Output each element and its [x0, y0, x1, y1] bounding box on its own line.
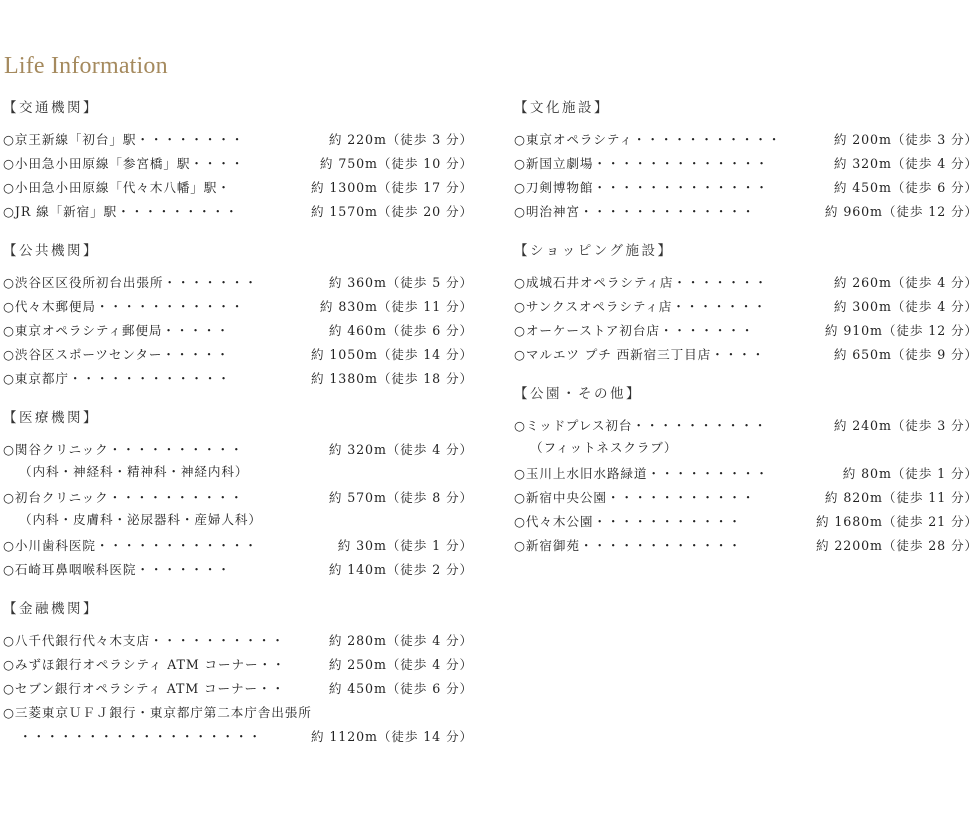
facility-distance: 約 320m（徒歩 4 分） — [833, 155, 978, 171]
facility-row — [3, 269, 473, 293]
facility-distance: 約 320m（徒歩 4 分） — [328, 441, 473, 457]
info-section — [514, 98, 978, 222]
facility-distance: 約 1050m（徒歩 14 分） — [311, 346, 473, 362]
facility-row — [3, 150, 473, 174]
facility-row — [3, 699, 473, 723]
section-heading: 【文化施設】 — [514, 100, 610, 116]
facility-distance: 約 280m（徒歩 4 分） — [328, 632, 473, 648]
info-section — [514, 241, 978, 365]
facility-row — [3, 341, 473, 365]
facility-row — [514, 198, 978, 222]
facility-row — [514, 126, 978, 150]
facility-row — [514, 174, 978, 198]
facility-note: （内科・神経科・精神科・神経内科） — [19, 464, 249, 479]
info-section — [3, 98, 473, 222]
facility-row — [514, 460, 978, 484]
facility-name: ○セブン銀行オペラシティ ATM コーナー・・ — [3, 680, 285, 696]
facility-row — [514, 412, 978, 436]
facility-note: （内科・皮膚科・泌尿器科・産婦人科） — [19, 512, 262, 527]
section-heading: 【金融機関】 — [3, 601, 99, 617]
facility-name: ○サンクスオペラシティ店・・・・・・・ — [514, 298, 767, 314]
facility-distance: 約 450m（徒歩 6 分） — [328, 680, 473, 696]
facility-name: ○小田急小田原線「代々木八幡」駅・ — [3, 179, 231, 195]
info-section — [514, 384, 978, 556]
facility-row — [514, 508, 978, 532]
facility-distance: 約 750m（徒歩 10 分） — [319, 155, 473, 171]
facility-distance: 約 80m（徒歩 1 分） — [842, 465, 978, 481]
facility-name: ○東京都庁・・・・・・・・・・・・ — [3, 370, 231, 386]
facility-row — [514, 269, 978, 293]
facility-name: ○新宿中央公園・・・・・・・・・・・ — [514, 489, 756, 505]
facility-name: ○初台クリニック・・・・・・・・・・ — [3, 489, 244, 505]
facility-row — [3, 675, 473, 699]
facility-row — [3, 556, 473, 580]
facility-distance: 約 200m（徒歩 3 分） — [833, 131, 978, 147]
facility-name: ○小田急小田原線「参宮橋」駅・・・・ — [3, 155, 245, 171]
page-title: Life Information — [4, 53, 168, 79]
facility-name: ○東京オペラシティ郵便局・・・・・ — [3, 322, 230, 338]
facility-row — [3, 365, 473, 389]
facility-distance: 約 1380m（徒歩 18 分） — [311, 370, 473, 386]
facility-row — [3, 317, 473, 341]
info-section — [3, 241, 473, 389]
section-heading: 【交通機関】 — [3, 100, 99, 116]
facility-name: ○マルエツ プチ 西新宿三丁目店・・・・ — [514, 346, 766, 362]
facility-distance: 約 30m（徒歩 1 分） — [337, 537, 473, 553]
facility-distance: 約 910m（徒歩 12 分） — [824, 322, 978, 338]
facility-name: ○新国立劇場・・・・・・・・・・・・・ — [514, 155, 769, 171]
section-heading: 【ショッピング施設】 — [514, 243, 674, 259]
facility-name: ○関谷クリニック・・・・・・・・・・ — [3, 441, 244, 457]
facility-name: ○渋谷区スポーツセンター・・・・・ — [3, 346, 230, 362]
facility-note: （フィットネスクラブ） — [530, 440, 678, 455]
facility-row — [3, 126, 473, 150]
facility-row — [514, 317, 978, 341]
facility-name: ○玉川上水旧水路緑道・・・・・・・・・ — [514, 465, 769, 481]
facility-name: ○JR 線「新宿」駅・・・・・・・・・ — [3, 203, 239, 219]
facility-name: ○みずほ銀行オペラシティ ATM コーナー・・ — [3, 656, 286, 672]
facility-distance: 約 240m（徒歩 3 分） — [833, 417, 978, 433]
facility-row — [3, 532, 473, 556]
facility-distance: 約 960m（徒歩 12 分） — [824, 203, 978, 219]
info-section — [3, 599, 473, 747]
facility-distance: 約 650m（徒歩 9 分） — [833, 346, 978, 362]
facility-row — [3, 174, 473, 198]
facility-name: ○三菱東京ＵＦＪ銀行・東京都庁第二本庁舎出張所 — [3, 704, 312, 720]
facility-distance: 約 1680m（徒歩 21 分） — [816, 513, 978, 529]
section-heading: 【公共機関】 — [3, 243, 99, 259]
facility-distance: 約 450m（徒歩 6 分） — [833, 179, 978, 195]
facility-name: ○代々木公園・・・・・・・・・・・ — [514, 513, 742, 529]
facility-name: ○成城石井オペラシティ店・・・・・・・ — [514, 274, 768, 290]
facility-name: ○小川歯科医院・・・・・・・・・・・・ — [3, 537, 258, 553]
facility-name: ○明治神宮・・・・・・・・・・・・・ — [514, 203, 756, 219]
left-column — [3, 98, 473, 766]
facility-name: ○京王新線「初台」駅・・・・・・・・ — [3, 131, 245, 147]
facility-distance: 約 140m（徒歩 2 分） — [328, 561, 473, 577]
facility-distance: 約 1300m（徒歩 17 分） — [311, 179, 473, 195]
facility-distance: 約 820m（徒歩 11 分） — [824, 489, 978, 505]
facility-row — [514, 341, 978, 365]
facility-distance: 約 260m（徒歩 4 分） — [833, 274, 978, 290]
facility-name: ○オーケーストア初台店・・・・・・・ — [514, 322, 755, 338]
facility-distance: 約 460m（徒歩 6 分） — [328, 322, 473, 338]
facility-row — [514, 293, 978, 317]
facility-distance: 約 220m（徒歩 3 分） — [328, 131, 473, 147]
facility-distance: 約 1120m（徒歩 14 分） — [311, 728, 473, 744]
facility-row — [3, 436, 473, 460]
section-heading: 【医療機関】 — [3, 410, 99, 426]
section-heading: 【公園・その他】 — [514, 386, 642, 402]
info-section — [3, 408, 473, 580]
facility-distance: 約 250m（徒歩 4 分） — [328, 656, 473, 672]
facility-row — [3, 627, 473, 651]
facility-name: ○ミッドプレス初台・・・・・・・・・・ — [514, 417, 768, 433]
facility-row — [514, 150, 978, 174]
facility-row-continued — [3, 723, 473, 747]
facility-distance: 約 1570m（徒歩 20 分） — [311, 203, 473, 219]
facility-row — [3, 651, 473, 675]
facility-leader-dots: ・・・・・・・・・・・・・・・・・・ — [19, 728, 262, 744]
facility-name: ○渋谷区区役所初台出張所・・・・・・・ — [3, 274, 258, 290]
facility-name: ○代々木郵便局・・・・・・・・・・・ — [3, 298, 245, 314]
facility-distance: 約 360m（徒歩 5 分） — [328, 274, 473, 290]
right-column — [514, 98, 978, 575]
facility-row — [3, 484, 473, 508]
facility-distance: 約 830m（徒歩 11 分） — [319, 298, 473, 314]
facility-name: ○新宿御苑・・・・・・・・・・・・ — [514, 537, 742, 553]
facility-distance: 約 2200m（徒歩 28 分） — [816, 537, 978, 553]
facility-name: ○刀剣博物館・・・・・・・・・・・・・ — [514, 179, 769, 195]
facility-name: ○石崎耳鼻咽喉科医院・・・・・・・ — [3, 561, 231, 577]
facility-distance: 約 300m（徒歩 4 分） — [833, 298, 978, 314]
facility-row — [3, 198, 473, 222]
facility-name: ○八千代銀行代々木支店・・・・・・・・・・ — [3, 632, 285, 648]
facility-name: ○東京オペラシティ・・・・・・・・・・・ — [514, 131, 782, 147]
facility-row — [514, 484, 978, 508]
facility-row — [3, 293, 473, 317]
facility-distance: 約 570m（徒歩 8 分） — [328, 489, 473, 505]
facility-row — [514, 532, 978, 556]
